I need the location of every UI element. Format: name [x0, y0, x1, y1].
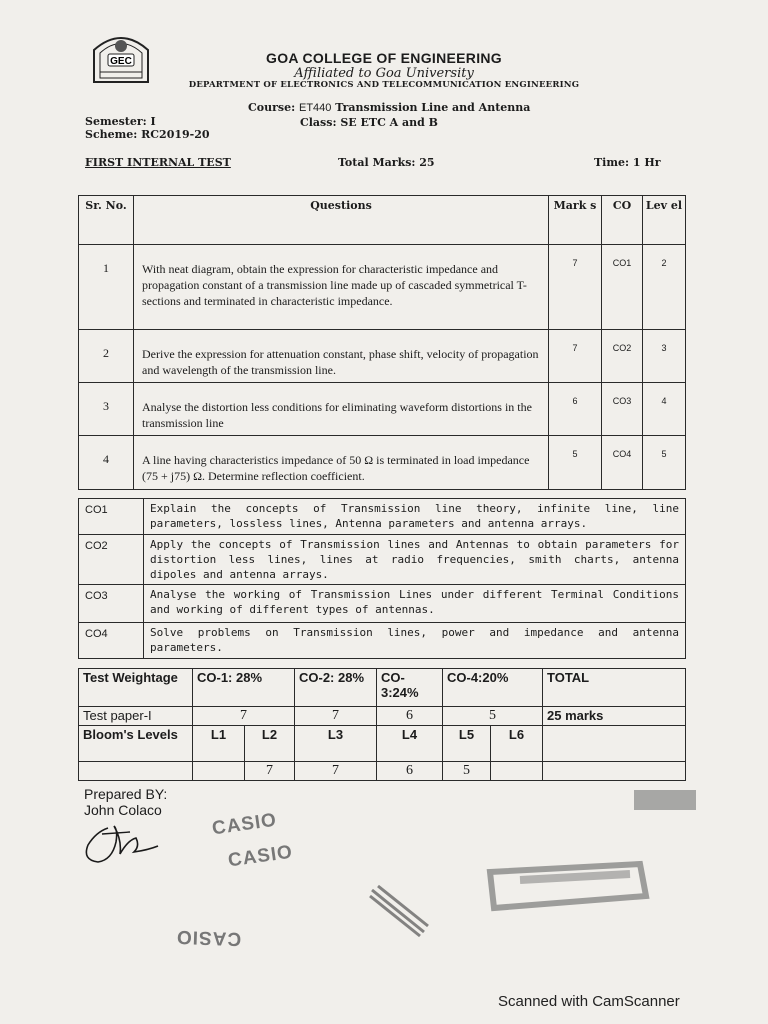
- co-description: Solve problems on Transmission lines, power and impedance and antenna parameters.: [144, 623, 686, 659]
- sr-no: 4: [79, 436, 134, 490]
- test-paper-label: Test paper-I: [79, 707, 193, 726]
- empty-cell: [543, 726, 686, 762]
- empty-cell: [543, 762, 686, 781]
- prepared-by-name: John Colaco: [84, 802, 162, 818]
- co2-weight: CO-2: 28%: [295, 669, 377, 707]
- stamp-mark: CASIO: [210, 809, 279, 840]
- time: Time: 1 Hr: [594, 156, 661, 169]
- level: 5: [643, 436, 686, 490]
- marks: 5: [549, 436, 602, 490]
- weightage-table: [78, 668, 686, 781]
- department: DEPARTMENT OF ELECTRONICS AND TELECOMMUNICATION ENGINEERING: [188, 80, 580, 90]
- level-label: L6: [491, 726, 543, 762]
- course-label: Course:: [248, 101, 296, 114]
- col-level: Lev el: [643, 196, 686, 245]
- table-row: [79, 585, 686, 623]
- marks: 6: [549, 383, 602, 436]
- level-marks: 7: [245, 762, 295, 781]
- table-row: [79, 726, 686, 762]
- question-text: A line having characteristics impedance of 50 Ω is terminated in load impedance (75 + j75) Ω. Determine reflection coefficient.: [134, 436, 549, 490]
- col-questions: Questions: [134, 196, 549, 245]
- level: 4: [643, 383, 686, 436]
- total-label: TOTAL: [543, 669, 686, 707]
- affiliation: Affiliated to Goa University: [294, 66, 474, 81]
- co4-weight: CO-4:20%: [443, 669, 543, 707]
- total-marks: Total Marks: 25: [338, 156, 435, 169]
- empty-cell: [193, 762, 245, 781]
- level-marks: 5: [443, 762, 491, 781]
- question-text: Derive the expression for attenuation constant, phase shift, velocity of propagation and wavelength of the transmission line.: [134, 330, 549, 383]
- level-label: L3: [295, 726, 377, 762]
- table-row: [79, 623, 686, 659]
- col-co: CO: [602, 196, 643, 245]
- total-marks-value: 25 marks: [543, 707, 686, 726]
- level-marks: 7: [295, 762, 377, 781]
- signature: [78, 820, 168, 870]
- marks: 7: [549, 245, 602, 330]
- prepared-by-label: Prepared BY:: [84, 786, 168, 802]
- level-label: L2: [245, 726, 295, 762]
- co-description: Explain the concepts of Transmission line theory, infinite line, line parameters, lossless lines, Antenna parameters and antenna arrays.: [144, 499, 686, 535]
- table-row: [79, 245, 686, 330]
- marks: 7: [549, 330, 602, 383]
- empty-cell: [491, 762, 543, 781]
- semester: Semester: I: [85, 115, 156, 128]
- co3-weight: CO- 3:24%: [377, 669, 443, 707]
- level: 3: [643, 330, 686, 383]
- smudge: [630, 784, 700, 816]
- college-name: GOA COLLEGE OF ENGINEERING: [266, 50, 502, 66]
- paper-value: 7: [193, 707, 295, 726]
- level-marks: 6: [377, 762, 443, 781]
- table-row: [79, 707, 686, 726]
- co-description: Apply the concepts of Transmission lines and Antennas to obtain parameters for distortion less lines, lines at radio frequencies, smith charts, antenna dipoles and antenna arrays.: [144, 535, 686, 585]
- co1-weight: CO-1: 28%: [193, 669, 295, 707]
- test-weightage-label: Test Weightage: [79, 669, 193, 707]
- table-row: [79, 762, 686, 781]
- paper-value: 7: [295, 707, 377, 726]
- co-description: Analyse the working of Transmission Lines under different Terminal Conditions and working of different types of antennas.: [144, 585, 686, 623]
- level-label: L5: [443, 726, 491, 762]
- question-text: With neat diagram, obtain the expression for characteristic impedance and propagation constant of a transmission line made up of cascaded symmetrical T-sections and terminated in characteristic impedance.: [134, 245, 549, 330]
- co: CO2: [602, 330, 643, 383]
- co-id: CO3: [79, 585, 144, 623]
- table-row: [79, 669, 686, 707]
- blooms-label: Bloom's Levels: [79, 726, 193, 762]
- empty-cell: [79, 762, 193, 781]
- co: CO3: [602, 383, 643, 436]
- prepared-by: [84, 786, 167, 818]
- co: CO1: [602, 245, 643, 330]
- sr-no: 3: [79, 383, 134, 436]
- level: 2: [643, 245, 686, 330]
- level-label: L1: [193, 726, 245, 762]
- questions-table: [78, 195, 686, 490]
- col-sr: Sr. No.: [79, 196, 134, 245]
- level-label: L4: [377, 726, 443, 762]
- smudge: [480, 852, 650, 918]
- paper-value: 6: [377, 707, 443, 726]
- stamp-mark: CASIO: [175, 925, 242, 950]
- class-line: Class: SE ETC A and B: [300, 116, 438, 129]
- course-name: Transmission Line and Antenna: [335, 101, 531, 114]
- scanner-watermark: Scanned with CamScanner: [498, 993, 680, 1010]
- col-marks: Mark s: [549, 196, 602, 245]
- table-row: [79, 383, 686, 436]
- course-code: ET440: [298, 102, 332, 114]
- logo-text: GEC: [110, 56, 132, 67]
- co-id: CO1: [79, 499, 144, 535]
- smudge: [364, 880, 434, 940]
- co: CO4: [602, 436, 643, 490]
- course-outcomes-table: [78, 498, 686, 659]
- paper-value: 5: [443, 707, 543, 726]
- question-text: Analyse the distortion less conditions for eliminating waveform distortions in the transmission line: [134, 383, 549, 436]
- table-row: [79, 499, 686, 535]
- scheme: Scheme: RC2019-20: [85, 128, 210, 141]
- table-row: [79, 535, 686, 585]
- table-header-row: [79, 196, 686, 245]
- test-name: FIRST INTERNAL TEST: [85, 156, 231, 169]
- co-id: CO2: [79, 535, 144, 585]
- stamp-mark: CASIO: [226, 841, 295, 872]
- course-line: [248, 101, 530, 114]
- co-id: CO4: [79, 623, 144, 659]
- table-row: [79, 436, 686, 490]
- sr-no: 2: [79, 330, 134, 383]
- table-row: [79, 330, 686, 383]
- sr-no: 1: [79, 245, 134, 330]
